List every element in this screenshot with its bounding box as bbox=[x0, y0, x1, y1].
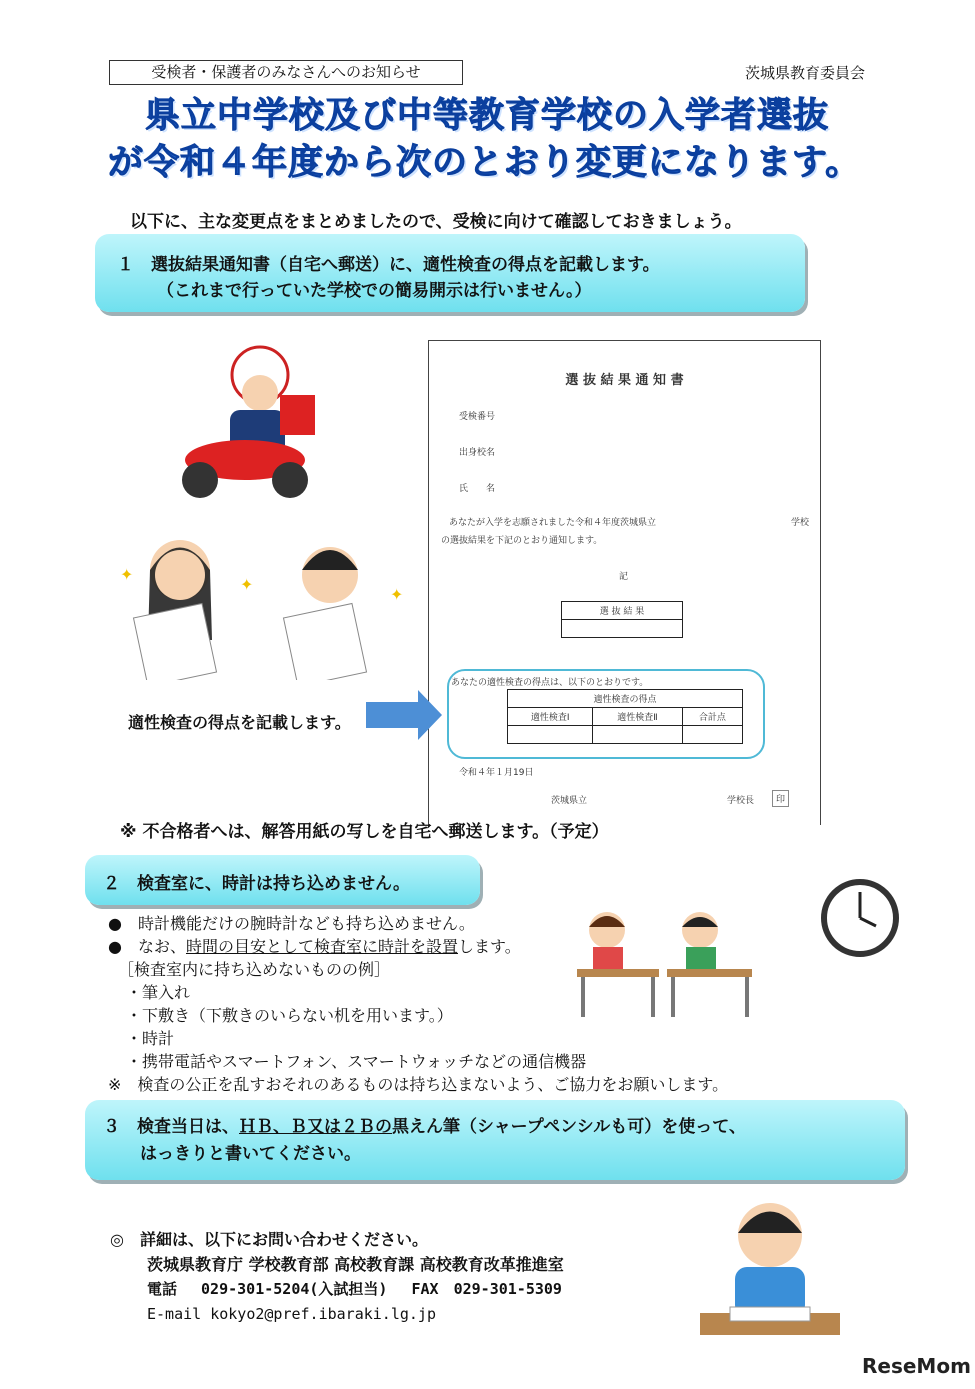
organization: 茨城県教育委員会 bbox=[745, 64, 866, 82]
title-line-2: が令和４年度から次のとおり変更になります。 bbox=[108, 143, 862, 183]
contact-line-1: ◎ 詳細は、以下にお問い合わせください。 bbox=[110, 1230, 428, 1249]
bullet-2-post: します。 bbox=[458, 937, 521, 956]
caption-text: 適性検査の得点を記載します。 bbox=[128, 713, 351, 732]
bullet-1: ● 時計機能だけの腕時計なども持ち込めません。 bbox=[108, 914, 475, 933]
arrow-right-icon bbox=[366, 690, 442, 740]
section-1-line-1: １ 選抜結果通知書（自宅へ郵送）に、適性検査の得点を記載します。 bbox=[117, 255, 660, 275]
contact-info bbox=[110, 1228, 564, 1326]
bullet-2: ● なお、時間の目安として検査室に時計を設置します。 bbox=[108, 937, 521, 956]
section-1-note: ※ 不合格者へは、解答用紙の写しを自宅へ郵送します。（予定） bbox=[120, 822, 609, 842]
result-cell bbox=[562, 620, 683, 638]
bullet-2-underlined: 時間の目安として検査室に時計を設置 bbox=[185, 937, 458, 956]
contact-department: 茨城県教育庁 学校教育部 高校教育課 高校教育改革推進室 bbox=[147, 1254, 564, 1274]
doc-prefecture: 茨城県立 bbox=[551, 796, 588, 806]
svg-text:✦: ✦ bbox=[240, 575, 254, 594]
section-3-post: 黒えん筆（シャープペンシルも可）を使って、 bbox=[392, 1117, 746, 1137]
section-2-list bbox=[108, 912, 728, 1096]
score-header: 適性検査の得点 bbox=[508, 690, 743, 708]
student-writing-illustration bbox=[700, 1195, 840, 1340]
score-caption bbox=[128, 710, 351, 733]
doc-exam-number-label: 受検番号 bbox=[459, 412, 496, 422]
postman-scooter-illustration bbox=[175, 335, 315, 505]
result-header: 選 抜 結 果 bbox=[562, 602, 683, 620]
doc-body-1: あなたが入学を志願されました令和４年度茨城県立 bbox=[449, 518, 657, 528]
examples-label: ［検査室内に持ち込めないものの例］ bbox=[118, 960, 391, 979]
intro-text: 以下に、主な変更点をまとめましたので、受検に向けて確認しておきましょう。 bbox=[130, 212, 742, 232]
contact-phone-fax: 電話 029-301-5204(入試担当) FAX 029-301-5309 bbox=[147, 1280, 562, 1298]
score-highlight bbox=[447, 669, 765, 759]
clock-icon bbox=[820, 878, 900, 958]
students-reading-illustration bbox=[100, 530, 410, 680]
doc-school-label: 出身校名 bbox=[459, 448, 496, 458]
section-2-note: ※ 検査の公正を乱すおそれのあるものは持ち込まないよう、ご協力をお願いします。 bbox=[108, 1075, 729, 1094]
score-table bbox=[507, 689, 743, 744]
example-4: ・携帯電話やスマートフォン、スマートウォッチなどの通信機器 bbox=[126, 1052, 587, 1071]
resemom-watermark: ReseMom bbox=[862, 1354, 971, 1378]
doc-date: 令和４年１月19日 bbox=[459, 768, 534, 778]
contact-email[interactable]: E-mail kokyo2@pref.ibaraki.lg.jp bbox=[147, 1304, 436, 1323]
doc-ki: 記 bbox=[619, 572, 629, 582]
doc-principal: 学校長 bbox=[727, 796, 755, 806]
score-col-2: 適性検査Ⅱ bbox=[593, 708, 682, 726]
example-3: ・時計 bbox=[126, 1029, 175, 1048]
doc-seal: 印 bbox=[772, 790, 789, 807]
selection-result-notice-sample bbox=[428, 340, 821, 825]
section-1-line-2: （これまで行っていた学校での簡易開示は行いません。） bbox=[157, 281, 592, 301]
section-2-heading: ２ 検査室に、時計は持ち込めません。 bbox=[85, 855, 480, 905]
section-3-heading bbox=[85, 1100, 905, 1180]
example-2: ・下敷き（下敷きのいらない机を用います。） bbox=[126, 1006, 453, 1025]
bullet-2-pre: なお、 bbox=[137, 937, 186, 956]
notice-label: 受検者・保護者のみなさんへのお知らせ bbox=[109, 60, 463, 85]
section-3-line-2: はっきりと書いてください。 bbox=[140, 1144, 361, 1164]
doc-name-label: 氏 名 bbox=[459, 484, 496, 494]
doc-body-2: の選抜結果を下記のとおり通知します。 bbox=[441, 536, 603, 546]
section-1-heading bbox=[95, 234, 805, 312]
doc-body-1-end: 学校 bbox=[791, 518, 810, 528]
title-line-1: 県立中学校及び中等教育学校の入学者選抜 bbox=[145, 96, 830, 136]
example-1: ・筆入れ bbox=[126, 983, 191, 1002]
score-col-1: 適性検査Ⅰ bbox=[508, 708, 593, 726]
svg-text:✦: ✦ bbox=[390, 585, 404, 604]
doc-score-intro: あなたの適性検査の得点は、以下のとおりです。 bbox=[451, 678, 649, 688]
svg-text:✦: ✦ bbox=[120, 565, 134, 584]
score-col-3: 合計点 bbox=[682, 708, 742, 726]
section-3-pre: ３ 検査当日は、 bbox=[103, 1117, 239, 1137]
doc-result-table bbox=[561, 601, 683, 638]
section-3-underlined: ＨＢ、Ｂ又は２Ｂの bbox=[239, 1117, 392, 1137]
bullet-1-text: 時計機能だけの腕時計なども持ち込めません。 bbox=[137, 914, 475, 933]
doc-title: 選 抜 結 果 通 知 書 bbox=[565, 373, 684, 388]
